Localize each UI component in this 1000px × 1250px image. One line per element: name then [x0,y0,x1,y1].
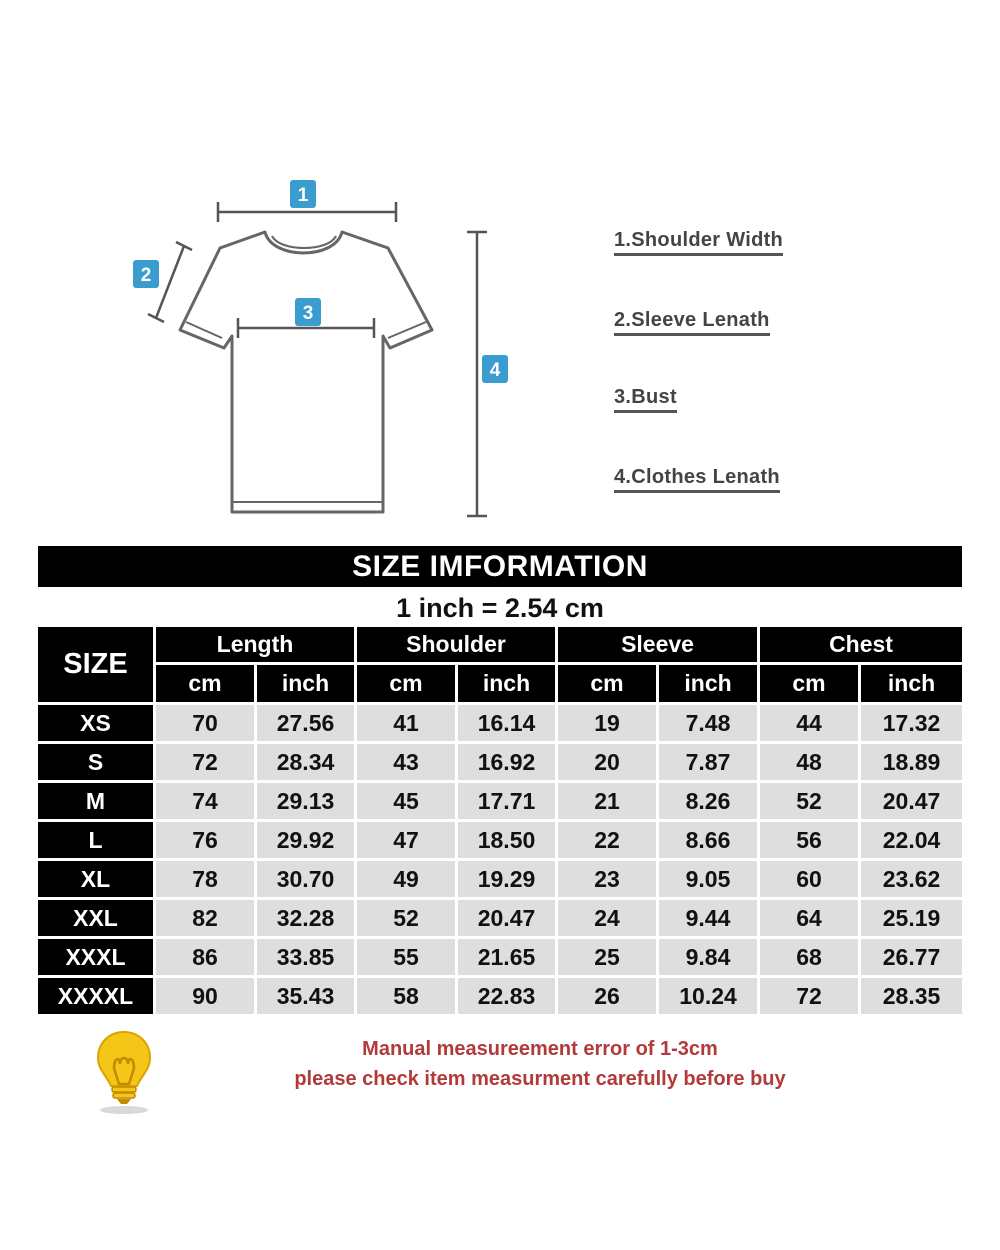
table-cell: 22.83 [458,978,558,1017]
size-label: S [38,744,156,783]
table-cell: 41 [357,705,458,744]
tshirt-diagram [100,160,560,530]
size-label: M [38,783,156,822]
table-cell: 10.24 [659,978,760,1017]
table-cell: 17.32 [861,705,962,744]
table-cell: 22.04 [861,822,962,861]
table-cell: 78 [156,861,257,900]
table-cell: 76 [156,822,257,861]
table-cell: 90 [156,978,257,1017]
table-cell: 74 [156,783,257,822]
table-cell: 64 [760,900,861,939]
table-row [38,744,962,783]
group-header-sleeve: Sleeve [558,627,760,665]
table-cell: 29.92 [257,822,357,861]
table-cell: 30.70 [257,861,357,900]
table-cell: 29.13 [257,783,357,822]
badge-4-label: 4 [489,360,501,381]
table-row [38,822,962,861]
table-cell: 32.28 [257,900,357,939]
table-cell: 18.89 [861,744,962,783]
table-cell: 28.35 [861,978,962,1017]
table-cell: 43 [357,744,458,783]
size-information-banner: SIZE IMFORMATION [38,546,962,587]
table-cell: 55 [357,939,458,978]
table-cell: 26.77 [861,939,962,978]
table-row [38,939,962,978]
table-cell: 52 [357,900,458,939]
legend-shoulder-width: 1.Shoulder Width [614,228,783,256]
table-cell: 86 [156,939,257,978]
table-cell: 47 [357,822,458,861]
unit-header: inch [257,665,357,705]
unit-conversion: 1 inch = 2.54 cm [396,593,604,623]
table-cell: 26 [558,978,659,1017]
group-header-chest: Chest [760,627,962,665]
table-cell: 23.62 [861,861,962,900]
legend-bust: 3.Bust [614,385,677,413]
table-cell: 21.65 [458,939,558,978]
table-cell: 25.19 [861,900,962,939]
group-header-shoulder: Shoulder [357,627,558,665]
table-cell: 24 [558,900,659,939]
unit-header: inch [659,665,760,705]
table-cell: 20 [558,744,659,783]
size-table [38,627,962,1017]
group-header-length: Length [156,627,357,665]
table-cell: 22 [558,822,659,861]
table-cell: 20.47 [861,783,962,822]
table-row [38,978,962,1017]
table-cell: 8.26 [659,783,760,822]
note-line-1: Manual measureement error of 1-3cm [362,1038,718,1060]
table-cell: 16.92 [458,744,558,783]
note-line-2: please check item measurment carefully before buy [294,1068,786,1090]
badge-3-label: 3 [302,303,314,324]
unit-header: inch [458,665,558,705]
table-cell: 19 [558,705,659,744]
size-label: XL [38,861,156,900]
table-cell: 19.29 [458,861,558,900]
table-row [38,783,962,822]
table-cell: 45 [357,783,458,822]
table-cell: 52 [760,783,861,822]
table-cell: 68 [760,939,861,978]
size-header: SIZE [38,627,156,705]
table-cell: 7.87 [659,744,760,783]
table-cell: 17.71 [458,783,558,822]
table-row [38,900,962,939]
table-cell: 35.43 [257,978,357,1017]
table-cell: 58 [357,978,458,1017]
table-cell: 8.66 [659,822,760,861]
table-cell: 28.34 [257,744,357,783]
table-row [38,705,962,744]
legend-sleeve-length: 2.Sleeve Lenath [614,308,770,336]
unit-header: cm [760,665,861,705]
table-cell: 70 [156,705,257,744]
size-label: XXXL [38,939,156,978]
size-label: XS [38,705,156,744]
table-cell: 9.05 [659,861,760,900]
unit-header: cm [357,665,458,705]
size-label: XXL [38,900,156,939]
measurement-note [220,1034,860,1094]
size-table-body [38,705,962,1017]
size-label: L [38,822,156,861]
tshirt-outline [180,232,432,512]
unit-header: cm [156,665,257,705]
table-cell: 72 [156,744,257,783]
table-cell: 33.85 [257,939,357,978]
table-cell: 49 [357,861,458,900]
table-cell: 25 [558,939,659,978]
table-cell: 60 [760,861,861,900]
table-cell: 20.47 [458,900,558,939]
table-cell: 9.44 [659,900,760,939]
table-cell: 23 [558,861,659,900]
table-cell: 44 [760,705,861,744]
lightbulb-icon [90,1028,160,1118]
table-row [38,861,962,900]
table-cell: 82 [156,900,257,939]
table-cell: 18.50 [458,822,558,861]
table-cell: 56 [760,822,861,861]
table-cell: 48 [760,744,861,783]
table-cell: 72 [760,978,861,1017]
table-cell: 7.48 [659,705,760,744]
table-cell: 9.84 [659,939,760,978]
legend-clothes-length: 4.Clothes Lenath [614,465,780,493]
badge-1-label: 1 [297,185,309,206]
unit-header: inch [861,665,962,705]
badge-2-label: 2 [140,265,152,286]
unit-header: cm [558,665,659,705]
table-cell: 21 [558,783,659,822]
table-cell: 16.14 [458,705,558,744]
size-label: XXXXL [38,978,156,1017]
table-cell: 27.56 [257,705,357,744]
